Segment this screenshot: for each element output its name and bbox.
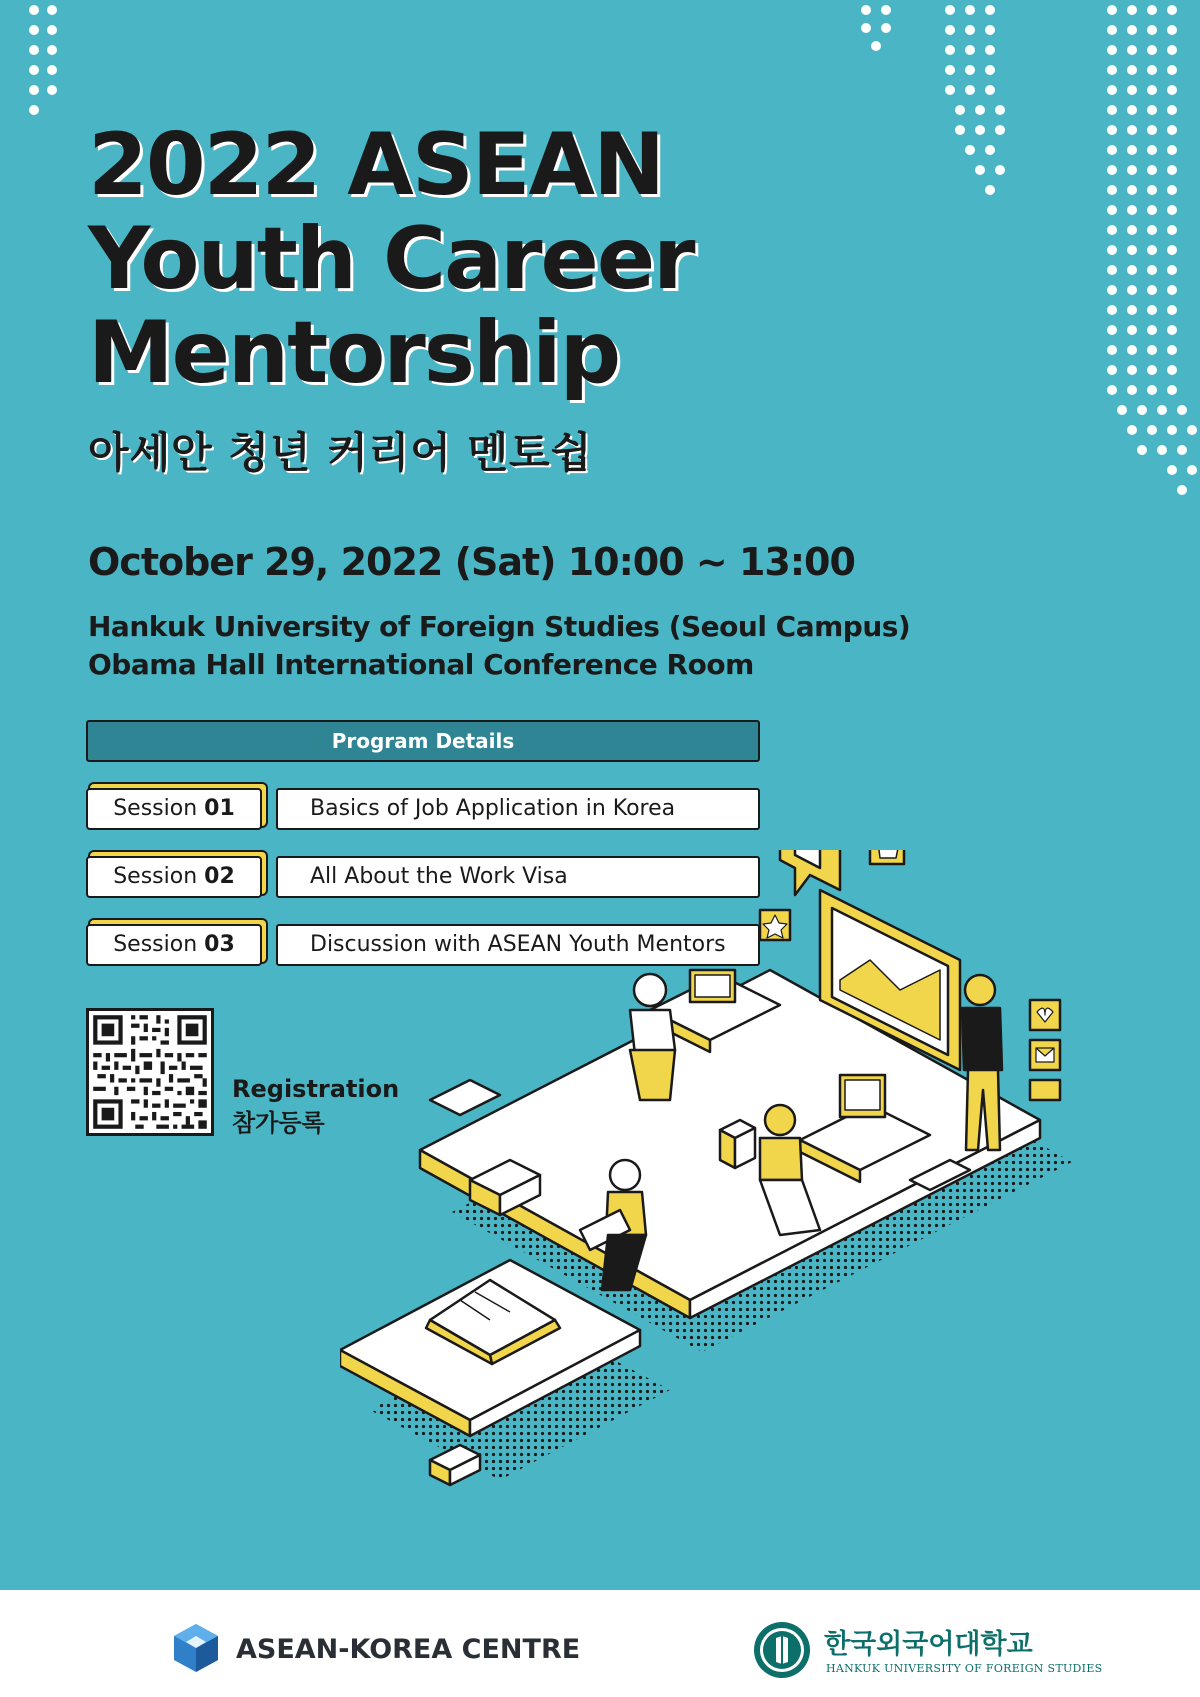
program-details-header: Program Details bbox=[86, 720, 760, 762]
registration-qr-code[interactable] bbox=[86, 1008, 214, 1136]
dot-pattern-left bbox=[26, 0, 62, 120]
session-tag bbox=[86, 924, 262, 966]
session-description: Discussion with ASEAN Youth Mentors bbox=[276, 924, 760, 966]
session-number: 03 bbox=[204, 932, 235, 957]
asean-korea-centre-logo-icon bbox=[172, 1622, 220, 1674]
hufs-emblem-icon bbox=[752, 1620, 812, 1680]
venue-line-1: Hankuk University of Foreign Studies (Seoul Campus) bbox=[88, 610, 911, 643]
event-venue bbox=[88, 608, 910, 684]
session-label: Session bbox=[113, 864, 205, 889]
footer bbox=[0, 1590, 1200, 1697]
session-label: Session bbox=[113, 932, 205, 957]
dot-pattern-right bbox=[850, 0, 1200, 500]
session-tag bbox=[86, 788, 262, 830]
session-number: 02 bbox=[204, 864, 235, 889]
office-illustration bbox=[340, 850, 1180, 1570]
title-line-2: Youth Career bbox=[88, 209, 694, 309]
venue-line-2: Obama Hall International Conference Room bbox=[88, 648, 754, 681]
event-title bbox=[88, 115, 694, 403]
hufs-name-korean: 한국외국어대학교 bbox=[824, 1629, 1033, 1660]
qr-pattern bbox=[89, 1011, 211, 1133]
korean-subtitle: 아세안 청년 커리어 멘토쉽 bbox=[88, 428, 593, 477]
session-label: Session bbox=[113, 796, 205, 821]
session-description: Basics of Job Application in Korea bbox=[276, 788, 760, 830]
event-date: October 29, 2022 (Sat) 10:00 ~ 13:00 bbox=[88, 540, 855, 584]
asean-korea-centre-name: ASEAN-KOREA CENTRE bbox=[236, 1634, 581, 1665]
title-line-3: Mentorship bbox=[88, 303, 620, 403]
session-description: All About the Work Visa bbox=[276, 856, 760, 898]
hufs-name-english: HANKUK UNIVERSITY OF FOREIGN STUDIES bbox=[826, 1662, 1103, 1675]
registration-en: Registration bbox=[232, 1075, 400, 1103]
title-line-1: 2022 ASEAN bbox=[88, 115, 664, 215]
registration-ko: 참가등록 bbox=[232, 1109, 325, 1137]
session-number: 01 bbox=[204, 796, 235, 821]
session-row bbox=[86, 788, 760, 830]
session-tag bbox=[86, 856, 262, 898]
